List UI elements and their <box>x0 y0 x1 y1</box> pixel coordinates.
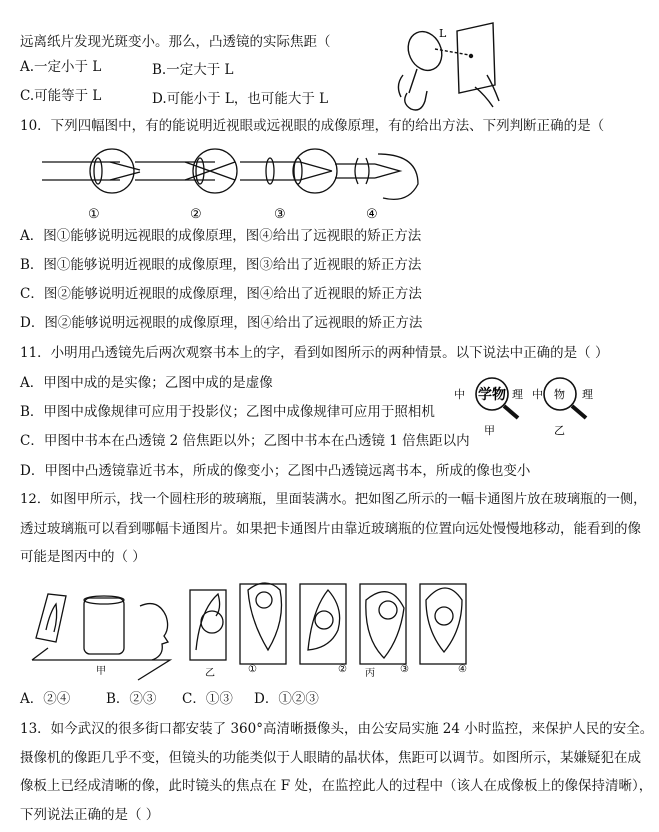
q11-yi-caption: 乙 <box>554 424 565 437</box>
q12-option-d: D．①②③ <box>254 691 319 707</box>
q11-jia-right: 理 <box>512 388 523 401</box>
q13-line-3: 像板上已经成清晰的像，此时镜头的焦点在 F 处，在监控此人的过程中（该人在成像板上的像保持清晰）， <box>20 778 653 794</box>
q9-option-d: D.可能小于 L，也可能大于 L <box>152 91 329 107</box>
q13-line-4: 下列说法正确的是（ ） <box>20 807 160 823</box>
q12-option-c: C．①③ <box>182 691 233 707</box>
q9-option-a: A.一定小于 L <box>20 59 102 75</box>
q11-stem: 11．小明用凸透镜先后两次观察书本上的字，看到如图所示的两种情景。以下说法中正确的是（ ） <box>20 345 609 361</box>
q12-option-b: B．②③ <box>106 691 157 707</box>
q12-caption-jia: 甲 <box>96 666 106 677</box>
q12-frame-1: ① <box>248 664 257 675</box>
q12-line-1: 12．如图甲所示，找一个圆柱形的玻璃瓶，里面装满水。把如图乙所示的一幅卡通图片放在玻璃瓶的一侧， <box>20 492 647 507</box>
q12-caption-bing: 丙 <box>365 668 375 679</box>
q9-option-c: C.可能等于 L <box>20 88 102 104</box>
q11-jia-left: 中 <box>454 388 465 401</box>
q12-line-2: 透过玻璃瓶可以看到哪幅卡通图片。如果把卡通图片由靠近玻璃瓶的位置向远处慢慢地移动，能看到的像 <box>20 521 641 537</box>
q9-option-b: B.一定大于 L <box>152 62 234 78</box>
q11-jia-lens: 学物 <box>478 387 506 403</box>
q12-frame-2: ② <box>338 664 347 675</box>
q11-option-c: C．甲图中书本在凸透镜 2 倍焦距以外；乙图中书本在凸透镜 1 倍焦距以内 <box>20 433 470 449</box>
q13-line-1: 13．如今武汉的很多街口都安装了 360°高清晰摄像头，由公安局实施 24 小时监控，来保护人民的安全。 <box>20 721 654 737</box>
q10-eye-figures <box>40 140 430 225</box>
q12-option-a: A．②④ <box>20 691 71 707</box>
q12-caption-yi: 乙 <box>205 668 215 679</box>
q12-frame-4: ④ <box>458 664 467 675</box>
q11-jia-caption: 甲 <box>484 424 495 437</box>
q11-yi-lens: 物 <box>554 388 565 401</box>
q12-figures <box>30 570 480 688</box>
q11-yi-left: 中 <box>532 388 543 401</box>
q10-fig-label-1: ① <box>88 207 100 222</box>
q10-fig-label-2: ② <box>190 207 202 222</box>
q11-magnifier-figures <box>450 376 610 438</box>
q10-option-c: C．图②能够说明近视眼的成像原理，图④给出了近视眼的矫正方法 <box>20 286 422 302</box>
q13-line-2: 摄像机的像距几乎不变，但镜头的功能类似于人眼睛的晶状体，焦距可以调节。如图所示，某嫌疑犯在成 <box>20 750 641 766</box>
q11-option-a: A．甲图中成的是实像；乙图中成的是虚像 <box>20 375 273 391</box>
q9-lens-figure <box>395 15 505 113</box>
q11-option-b: B．甲图中成像规律可应用于投影仪；乙图中成像规律可应用于照相机 <box>20 404 435 420</box>
q11-yi-right: 理 <box>582 388 593 401</box>
q10-stem: 10．下列四幅图中，有的能说明近视眼或远视眼的成像原理，有的给出方法、下列判断正确的是（ <box>20 118 605 134</box>
q12-line-3: 可能是图丙中的（ ） <box>20 549 146 565</box>
q10-option-a: A．图①能够说明远视眼的成像原理，图④给出了远视眼的矫正方法 <box>20 228 422 244</box>
q10-fig-label-4: ④ <box>366 207 378 222</box>
q9-stem-tail: 远离纸片发现光斑变小。那么，凸透镜的实际焦距（ <box>20 34 331 50</box>
q12-frame-3: ③ <box>400 664 409 675</box>
q10-option-b: B．图①能够说明近视眼的成像原理，图③给出了近视眼的矫正方法 <box>20 257 422 273</box>
q10-fig-label-3: ③ <box>274 207 286 222</box>
q9-fig-label: L <box>439 27 447 40</box>
q11-option-d: D．甲图中凸透镜靠近书本，所成的像变小；乙图中凸透镜远离书本，所成的像也变小 <box>20 463 531 479</box>
q10-option-d: D．图②能够说明远视眼的成像原理，图④给出了远视眼的矫正方法 <box>20 315 423 331</box>
